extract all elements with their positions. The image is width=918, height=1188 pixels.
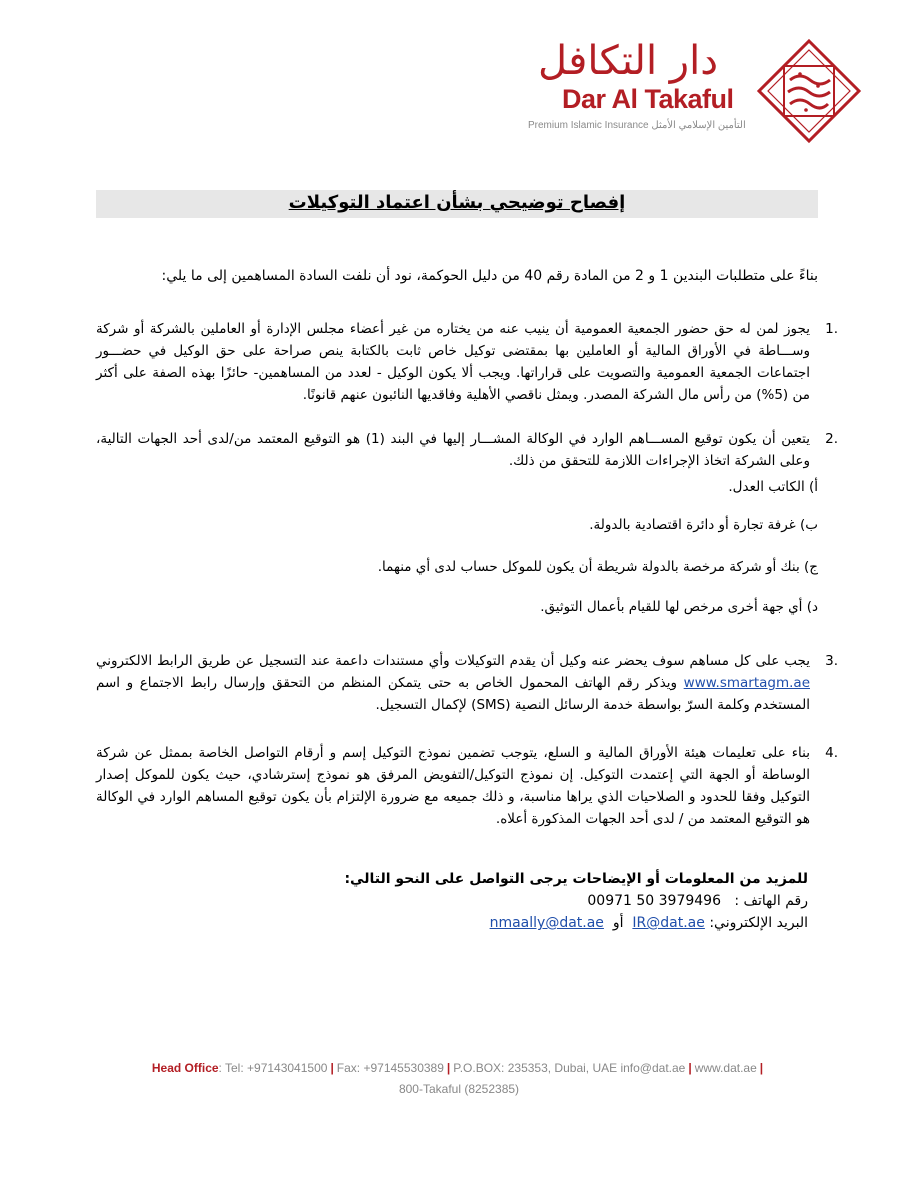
footer-separator: | [446, 1061, 451, 1075]
item-text [96, 650, 810, 716]
item-number: 3. [825, 653, 838, 669]
phone-line [308, 890, 808, 912]
item-number: 1. [825, 321, 838, 337]
list-item-4 [96, 742, 838, 830]
company-logo [528, 38, 868, 146]
item-text: يجوز لمن له حق حضور الجمعية العمومية أن ينيب عنه من يختاره من غير أعضاء مجلس الإدارة أو العاملين بالشركة أو شركة وســـاطة في الأوراق المالية أو العاملين بها بمقتضى توكيل خاص ثابت بالكتابة ينص صراحة على حق الوكيل في حضـــور اجتماعات الجمعية العمومية والتصويت على قراراتها. ويجب ألا يكون الوكيل - لعدد من المساهمين- حائزًا بهذه الصفة على أكثر من (5%) من رأس مال الشركة المصدر. ويمثل ناقصي الأهلية وفاقديها النائبون عنهم قانونًا. [96, 321, 810, 403]
item-number: 4. [825, 745, 838, 761]
email-label: البريد الإلكتروني: [709, 915, 808, 931]
or-word: أو [612, 915, 624, 931]
email-link-nmaally[interactable]: nmaally@dat.ae [489, 915, 604, 931]
footer-separator: | [330, 1061, 334, 1075]
document-title: إفصاح توضيحي بشأن اعتماد التوكيلات [288, 192, 626, 213]
logo-tagline-arabic: التأمين الإسلامي الأمثل [651, 120, 746, 131]
item-text-before-link: يجب على كل مساهم سوف يحضر عنه وكيل أن يقدم التوكيلات وأي مستندات داعمة عند التسجيل عن طريق الرابط الالكتروني [96, 653, 810, 669]
title-bar [96, 190, 818, 218]
intro-paragraph: بناءً على متطلبات البندين 1 و 2 من المادة رقم 40 من دليل الحوكمة، نود أن نلفت السادة المساهمين إلى ما يلي: [161, 268, 818, 284]
sub-item-d: د) أي جهة أخرى مرخص لها للقيام بأعمال التوثيق. [540, 599, 818, 615]
email-line [308, 912, 808, 934]
list-item-3 [96, 650, 838, 716]
item-number: 2. [825, 431, 838, 447]
sub-item-b: ب) غرفة تجارة أو دائرة اقتصادية بالدولة. [589, 517, 818, 533]
phone-label: رقم الهاتف : [734, 893, 808, 909]
footer-tel: : Tel: +97143041500 [218, 1061, 328, 1075]
phone-number: 00971 50 3979496 [587, 893, 721, 909]
logo-english-name: Dar Al Takaful [562, 84, 734, 114]
footer-separator: | [688, 1061, 692, 1075]
email-link-ir[interactable]: IR@dat.ae [632, 915, 705, 931]
list-item-2 [96, 428, 838, 472]
footer-toll-free: 800-Takaful (8252385) [398, 1082, 520, 1096]
footer-head-office: Head Office [151, 1061, 219, 1075]
logo-tagline [528, 120, 746, 131]
logo-tagline-english: Premium Islamic Insurance [528, 120, 649, 131]
logo-arabic-name: دار التكافل [538, 38, 719, 84]
sub-item-c: ج) بنك أو شركة مرخصة بالدولة شريطة أن يكون للموكل حساب لدى أي منهما. [377, 559, 818, 575]
item-text: بناء على تعليمات هيئة الأوراق المالية و السلع، يتوجب تضمين نموذج التوكيل إسم و أرقام التواصل الخاصة بممثل عن شركة الوساطة أو الجهة التي إعتمدت التوكيل. إن نموذج التوكيل/التفويض المرفق هو نموذج إسترشادي، حيث يكون للموكل إصدار التوكيل وفقا للحدود و الصلاحيات الذي يراها مناسبة، و ذلك جميعه مع ضرورة الإلتزام بأن يكون توقيع المساهم الوارد في الوكالة هو التوقيع المعتمد من / لدى أحد الجهات المذكورة أعلاه. [96, 745, 810, 827]
contact-heading: للمزيد من المعلومات أو الإيضاحات يرجى التواصل على النحو التالي: [344, 871, 808, 887]
sub-item-a: أ) الكاتب العدل. [728, 479, 818, 495]
item-text: يتعين أن يكون توقيع المســـاهم الوارد في الوكالة المشـــار إليها في البند (1) هو التوقيع المعتمد من/لدى أحد الجهات التالية، وعلى الشركة اتخاذ الإجراءات اللازمة للتحقق من ذلك. [96, 431, 810, 469]
footer-po: P.O.BOX: 235353, Dubai, UAE info@dat.ae [453, 1061, 686, 1075]
smartagm-link[interactable]: www.smartagm.ae [683, 675, 810, 691]
footer-separator: | [759, 1061, 764, 1075]
list-item-1 [96, 318, 838, 406]
logo-seal-icon [756, 38, 862, 144]
footer-web: www.dat.ae [694, 1061, 757, 1075]
footer-line-1 [60, 1058, 858, 1079]
contact-section [308, 868, 808, 934]
item-text-after-link: ويذكر رقم الهاتف المحمول الخاص به حتى يتمكن المنظم من التحقق وإرسال رابط الاجتماع و اسم المستخدم وكلمة السرّ بواسطة خدمة الرسائل النصية (SMS) لإكمال التسجيل. [96, 675, 810, 713]
footer-fax: Fax: +97145530389 [336, 1061, 444, 1075]
page-footer [60, 1058, 858, 1100]
